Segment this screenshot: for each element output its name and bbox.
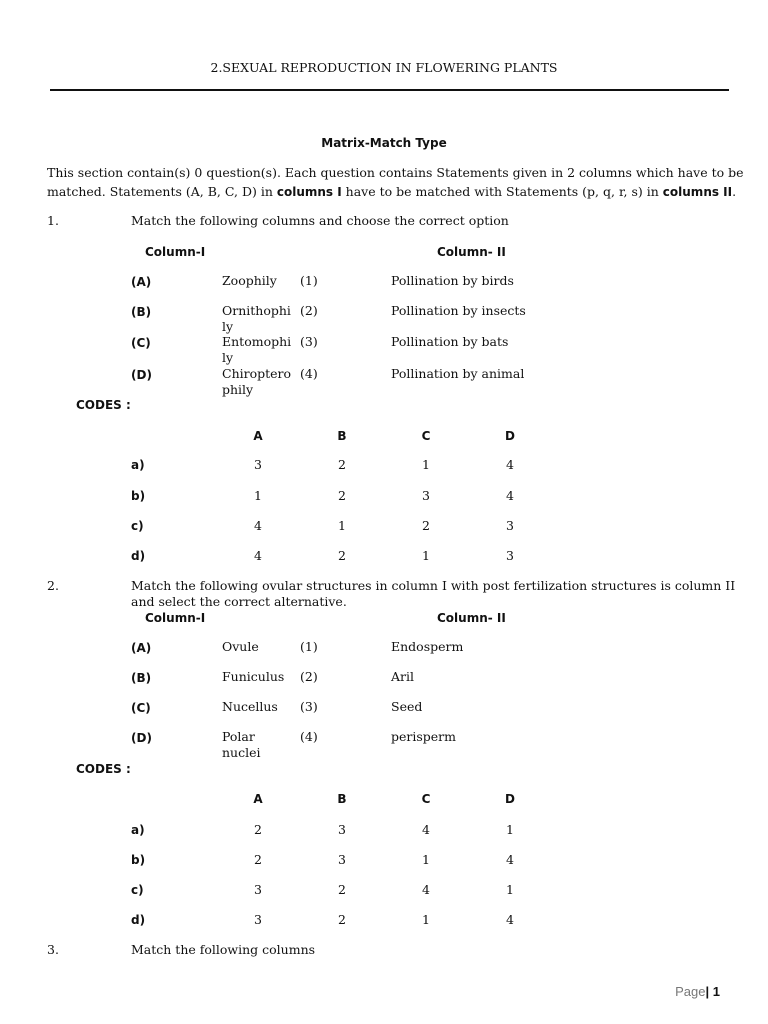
q1-col2-header: Column- II: [437, 245, 506, 259]
q2-row-match: Seed: [391, 699, 423, 714]
page-header-title: 2.SEXUAL REPRODUCTION IN FLOWERING PLANTS: [210, 60, 558, 75]
q1-code-value: 1: [338, 518, 346, 533]
q2-code-option: b): [131, 853, 146, 867]
q2-code-value: 1: [506, 822, 514, 837]
q1-code-value: 2: [338, 488, 346, 503]
q1-code-value: 1: [254, 488, 262, 503]
header-rule: [50, 89, 729, 91]
q2-codes-label: CODES :: [76, 762, 131, 776]
q1-code-option: a): [131, 458, 145, 472]
q2-row-key: (A): [131, 641, 152, 655]
q1-code-option: c): [131, 519, 144, 533]
q2-row-match: Endosperm: [391, 639, 464, 654]
q1-code-value: 4: [254, 548, 262, 563]
q3-text: Match the following columns: [131, 942, 316, 957]
q1-code-header: A: [253, 429, 263, 443]
q1-row-key: (C): [131, 336, 151, 350]
q1-col1-header: Column-I: [145, 245, 206, 259]
q2-code-value: 2: [338, 882, 346, 897]
q2-code-option: a): [131, 823, 145, 837]
q1-code-value: 2: [422, 518, 430, 533]
q2-row-item: Ovule: [222, 639, 259, 654]
page-label: Page: [675, 984, 706, 999]
q2-row-match: perisperm: [391, 729, 457, 744]
q1-code-header: C: [421, 429, 431, 443]
q1-code-value: 1: [422, 548, 430, 563]
q2-row-key: (D): [131, 731, 152, 745]
q2-code-value: 2: [254, 822, 262, 837]
intro-bold-columns-1: columns I: [276, 185, 342, 199]
q2-number: 2.: [47, 578, 59, 593]
q2-code-option: c): [131, 883, 144, 897]
q3-number: 3.: [47, 942, 59, 957]
q2-text-line-1: Match the following ovular structures in column I with post fertilization structures is column II: [131, 578, 736, 593]
q2-row-num: (2): [300, 669, 318, 684]
page-separator: |: [705, 984, 710, 999]
q1-text: Match the following columns and choose the correct option: [131, 213, 509, 228]
q1-code-header: D: [505, 429, 515, 443]
q2-row-match: Aril: [391, 669, 414, 684]
q1-code-value: 3: [506, 548, 514, 563]
q1-row-match: Pollination by animal: [391, 366, 525, 381]
q1-row-match: Pollination by bats: [391, 334, 509, 349]
intro-line-2-pre: matched. Statements (A, B, C, D) in: [47, 184, 277, 199]
q1-code-value: 1: [422, 457, 430, 472]
q2-code-header: C: [421, 792, 431, 806]
q2-code-value: 4: [506, 852, 514, 867]
q1-code-value: 2: [338, 457, 346, 472]
q1-code-value: 3: [422, 488, 430, 503]
q2-code-value: 2: [338, 912, 346, 927]
q2-row-item: Nucellus: [222, 699, 278, 714]
q1-code-value: 4: [254, 518, 262, 533]
q1-code-option: d): [131, 549, 146, 563]
q1-row-num: (2): [300, 303, 318, 318]
q1-row-item: Chiropterophily: [222, 366, 292, 397]
q1-row-item: Entomophily: [222, 334, 292, 365]
q2-code-value: 3: [254, 882, 262, 897]
q1-row-key: (D): [131, 368, 152, 382]
q2-code-value: 4: [422, 882, 430, 897]
page-number: 1: [712, 984, 720, 999]
q2-code-header: B: [337, 792, 347, 806]
q2-code-value: 4: [506, 912, 514, 927]
q2-code-value: 4: [422, 822, 430, 837]
q2-col2-header: Column- II: [437, 611, 506, 625]
intro-bold-columns-2: columns II: [662, 185, 733, 199]
q1-row-num: (4): [300, 366, 318, 381]
section-title: Matrix-Match Type: [321, 136, 447, 150]
q1-code-value: 2: [338, 548, 346, 563]
intro-line-2-end: .: [732, 184, 737, 199]
q1-code-value: 4: [506, 488, 514, 503]
intro-line-2-mid: have to be matched with Statements (p, q, r, s) in: [341, 184, 663, 199]
q1-code-value: 3: [506, 518, 514, 533]
q2-code-header: D: [505, 792, 515, 806]
q2-code-option: d): [131, 913, 146, 927]
q1-code-value: 3: [254, 457, 262, 472]
q1-number: 1.: [47, 213, 59, 228]
q2-code-header: A: [253, 792, 263, 806]
q2-code-value: 1: [422, 852, 430, 867]
q2-row-key: (B): [131, 671, 152, 685]
intro-line-2: [47, 184, 736, 200]
q2-row-num: (4): [300, 729, 318, 744]
q2-row-item: Polar nuclei: [222, 729, 261, 760]
q1-code-header: B: [337, 429, 347, 443]
q1-code-value: 4: [506, 457, 514, 472]
q2-code-value: 1: [506, 882, 514, 897]
q2-row-key: (C): [131, 701, 151, 715]
q2-row-num: (1): [300, 639, 318, 654]
q1-code-option: b): [131, 489, 146, 503]
q1-row-key: (A): [131, 275, 152, 289]
q2-col1-header: Column-I: [145, 611, 206, 625]
q2-code-value: 2: [254, 852, 262, 867]
q1-row-match: Pollination by insects: [391, 303, 526, 318]
q2-code-value: 3: [338, 852, 346, 867]
q2-code-value: 1: [422, 912, 430, 927]
q2-text-line-2: and select the correct alternative.: [131, 594, 347, 609]
page-footer: [675, 984, 720, 1000]
intro-line-1: This section contain(s) 0 question(s). Each question contains Statements given in 2 columns which have to be: [47, 165, 744, 180]
q1-row-item: Zoophily: [222, 273, 277, 288]
q1-row-key: (B): [131, 305, 152, 319]
q2-code-value: 3: [254, 912, 262, 927]
q2-row-num: (3): [300, 699, 318, 714]
q2-code-value: 3: [338, 822, 346, 837]
q1-row-item: Ornithophily: [222, 303, 291, 334]
q2-row-item: Funiculus: [222, 669, 285, 684]
q1-row-match: Pollination by birds: [391, 273, 514, 288]
q1-codes-label: CODES :: [76, 398, 131, 412]
q1-row-num: (1): [300, 273, 318, 288]
q1-row-num: (3): [300, 334, 318, 349]
